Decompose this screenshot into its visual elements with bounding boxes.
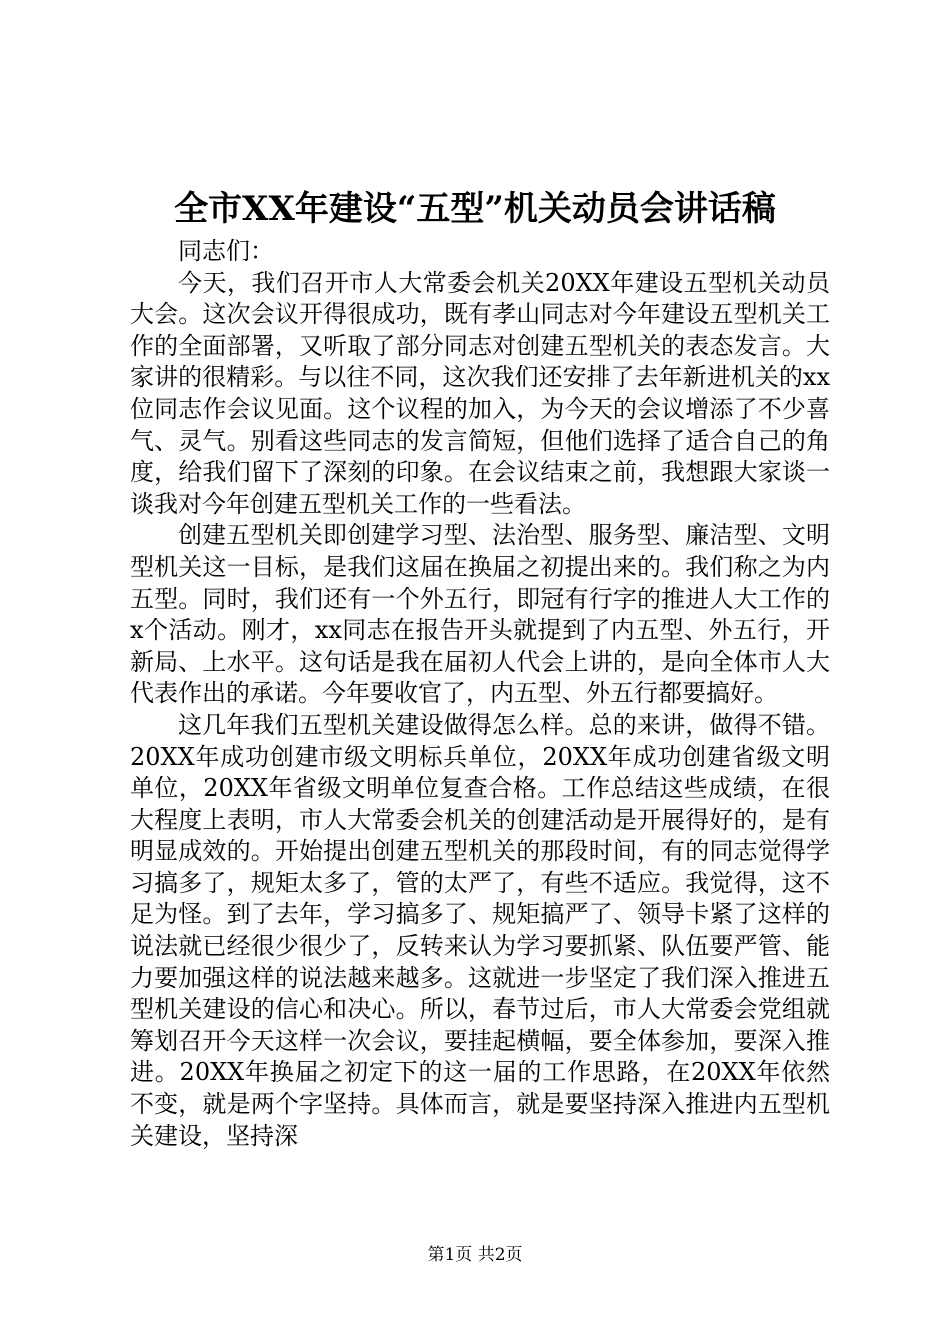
- body-paragraph: 今天，我们召开市人大常委会机关20XX年建设五型机关动员大会。这次会议开得很成功，既有孝山同志对今年建设五型机关工作的全面部署，又听取了部分同志对创建五型机关的表态发言。大家讲的很精彩。与以往不同，这次我们还安排了去年新进机关的xx位同志作会议见面。这个议程的加入，为今天的会议增添了不少喜气、灵气。别看这些同志的发言简短，但他们选择了适合自己的角度，给我们留下了深刻的印象。在会议结束之前，我想跟大家谈一谈我对今年创建五型机关工作的一些看法。: [130, 268, 830, 518]
- document-body: [130, 236, 830, 1152]
- page-footer: 第1页 共2页: [427, 1245, 523, 1265]
- body-paragraph: 创建五型机关即创建学习型、法治型、服务型、廉洁型、文明型机关这一目标，是我们这届在换届之初提出来的。我们称之为内五型。同时，我们还有一个外五行，即冠有行字的推进人大工作的x个活动。刚才，xx同志在报告开头就提到了内五型、外五行，开新局、上水平。这句话是我在届初人代会上讲的，是向全体市人大代表作出的承诺。今年要收官了，内五型、外五行都要搞好。: [130, 521, 830, 708]
- document-title: 全市XX年建设“五型”机关动员会讲话稿: [174, 189, 776, 229]
- body-paragraph: 这几年我们五型机关建设做得怎么样。总的来讲，做得不错。20XX年成功创建市级文明标兵单位，20XX年成功创建省级文明单位，20XX年省级文明单位复查合格。工作总结这些成绩，在很大程度上表明，市人大常委会机关的创建活动是开展得好的，是有明显成效的。开始提出创建五型机关的那段时间，有的同志觉得学习搞多了，规矩太多了，管的太严了，有些不适应。我觉得，这不足为怪。到了去年，学习搞多了、规矩搞严了、领导卡紧了这样的说法就已经很少很少了，反转来认为学习要抓紧、队伍要严管、能力要加强这样的说法越来越多。这就进一步坚定了我们深入推进五型机关建设的信心和决心。所以，春节过后，市人大常委会党组就筹划召开今天这样一次会议，要挂起横幅，要全体参加，要深入推进。20XX年换届之初定下的这一届的工作思路，在20XX年依然不变，就是两个字坚持。具体而言，就是要坚持深入推进内五型机关建设，坚持深: [130, 710, 830, 1150]
- salutation-paragraph: 同志们：: [178, 237, 274, 265]
